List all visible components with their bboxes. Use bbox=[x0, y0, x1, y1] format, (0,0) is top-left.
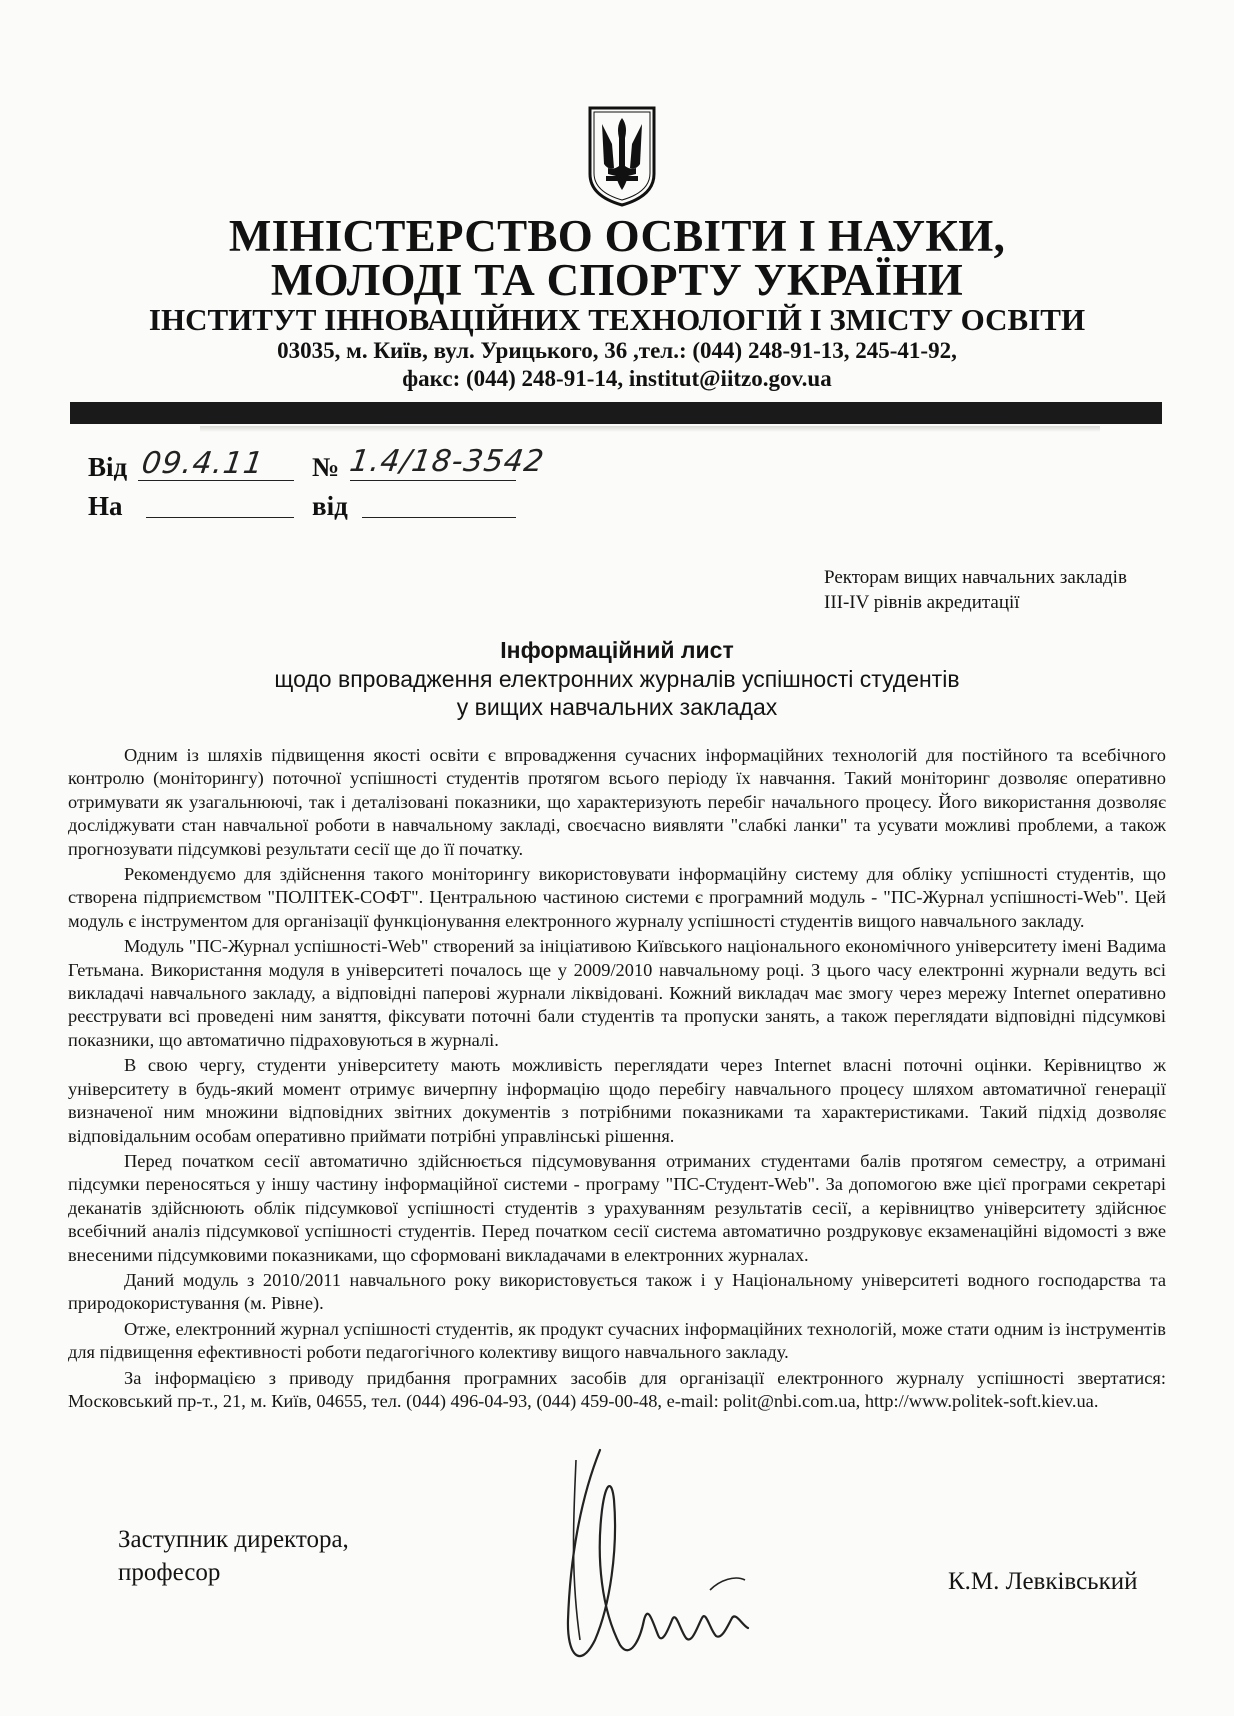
document-subtitle-line1: щодо впровадження електронних журналів успішності студентів bbox=[274, 666, 960, 692]
institute-address: 03035, м. Київ, вул. Урицького, 36 ,тел.: (044) 248-91-13, 245-41-92, bbox=[277, 338, 957, 363]
paragraph-1: Одним із шляхів підвищення якості освіти є впровадження сучасних інформаційних технологій для постійного та всебічного контролю (моніторингу) поточної успішності студентів протягом всього періоду їх навчання. Такий моніторинг дозволяє оперативно отримувати як узагальнюючі, так і деталізовані показники, що характеризують перебіг начального процесу. Його використання дозволяє досліджувати стан навчальної роботи в навчальному закладі, своєчасно виявляти "слабкі ланки" та усувати можливі проблеми, а також прогнозувати підсумкові результати сесії ще до її початку. bbox=[68, 745, 1166, 859]
handwritten-signature bbox=[540, 1440, 770, 1680]
addressee-line1: Ректорам вищих навчальних закладів bbox=[824, 567, 1127, 588]
coat-of-arms-icon bbox=[586, 104, 658, 208]
to-label: На bbox=[88, 491, 123, 521]
letter-body bbox=[68, 744, 1166, 1415]
ministry-name-line2: МОЛОДІ ТА СПОРТУ УКРАЇНИ bbox=[270, 255, 964, 305]
document-subtitle-line2: у вищих навчальних закладах bbox=[456, 694, 778, 720]
from-date-label: Від bbox=[88, 452, 128, 482]
header-divider bbox=[70, 402, 1162, 424]
paragraph-6: Даний модуль з 2010/2011 навчального року використовується також і у Національному університеті водного господарства та природокористування (м. Рівне). bbox=[68, 1269, 1166, 1314]
ministry-name-line1: МІНІСТЕРСТВО ОСВІТИ І НАУКИ, bbox=[228, 211, 1006, 261]
paragraph-8: За інформацією з приводу придбання програмних засобів для організації електронного журналу успішності звертатися: Московський пр-т., 21, м. Київ, 04655, тел. (044) 496-04-93, (044) 459-00-48, e-mail: polit@nbi.com.ua, http://www.politek-soft.kiev.ua. bbox=[68, 1367, 1166, 1411]
institute-name: ІНСТИТУТ ІННОВАЦІЙНИХ ТЕХНОЛОГІЙ І ЗМІСТУ ОСВІТИ bbox=[148, 302, 1086, 337]
to-date-label: від bbox=[312, 491, 348, 521]
paragraph-5: Перед початком сесії автоматично здійснюється підсумовування отриманих студентами балів протягом семестру, а отримані підсумки переносяться у іншу частину інформаційної системи - програму "ПС-Студент-Web". За допомогою вже цієї програми секретарі деканатів здійснюють облік підсумкової успішності студентів з урахуванням результатів сесії, а керівництво університету здійснює всебічний аналіз підсумкової успішності студентів. Перед початком сесії система автоматично роздруковує екзаменаційні відомості з вже внесеними підсумковими показниками, що сформовані викладачами в електронних журналах. bbox=[68, 1150, 1166, 1265]
paragraph-2: Рекомендуємо для здійснення такого моніторингу використовувати інформаційну систему для обліку успішності студентів, що створена підприємством "ПОЛІТЕК-СОФТ". Центральною частиною системи є програмний модуль - "ПС-Журнал успішності-Web". Цей модуль є інструментом для організації функціонування електронного журналу успішності студентів вищого навчального закладу. bbox=[68, 864, 1166, 931]
to-line bbox=[146, 517, 294, 518]
signatory-position-line2: професор bbox=[118, 1559, 221, 1586]
signatory-position bbox=[118, 1523, 349, 1589]
addressee bbox=[824, 565, 1127, 615]
number-line bbox=[350, 480, 516, 481]
addressee-line2: III-IV рівнів акредитації bbox=[824, 592, 1020, 613]
signatory-position-line1: Заступник директора, bbox=[118, 1526, 349, 1553]
number-value: 1.4/18-3542 bbox=[347, 444, 547, 479]
paragraph-7: Отже, електронний журнал успішності студентів, як продукт сучасних інформаційних технологій, може стати одним із інструментів для підвищення ефективності роботи педагогічного колективу вищого навчального закладу. bbox=[68, 1318, 1166, 1363]
document-title: Інформаційний лист bbox=[500, 637, 734, 663]
from-date-value: 09.4.11 bbox=[139, 446, 266, 481]
header-divider-shadow bbox=[200, 426, 1100, 432]
paragraph-4: В свою чергу, студенти університету мають можливість переглядати через Internet власні поточні оцінки. Керівництво ж університету в будь-який момент отримує вичерпну інформацію щодо перебігу навчального процесу шляхом автоматичної генерації визначеної ним множини відповідних звітних документів з потрібними показниками та характеристиками. Такий підхід дозволяє відповідальним особам оперативно приймати потрібні управлінські рішення. bbox=[68, 1055, 1166, 1146]
number-label: № bbox=[312, 452, 340, 482]
signatory-name: К.М. Левківський bbox=[948, 1568, 1138, 1595]
paragraph-3: Модуль "ПС-Журнал успішності-Web" створений за ініціативою Київського національного економічного університету імені Вадима Гетьмана. Використання модуля в університеті почалось ще у 2009/2010 навчальному році. З цього часу електронні журнали ведуть всі викладачі навчального закладу, а відповідні паперові журнали ліквідовані. Кожний викладач має змогу через мережу Internet оперативно реєструвати всі проведені ним заняття, фіксувати поточні бали студентів та пропуски занять, а також переглядати відповідні підсумкові показники, що автоматично підраховуються в журналі. bbox=[68, 936, 1166, 1050]
institute-contact: факс: (044) 248-91-14, institut@iitzo.gov.ua bbox=[402, 366, 832, 391]
to-date-line bbox=[362, 517, 516, 518]
